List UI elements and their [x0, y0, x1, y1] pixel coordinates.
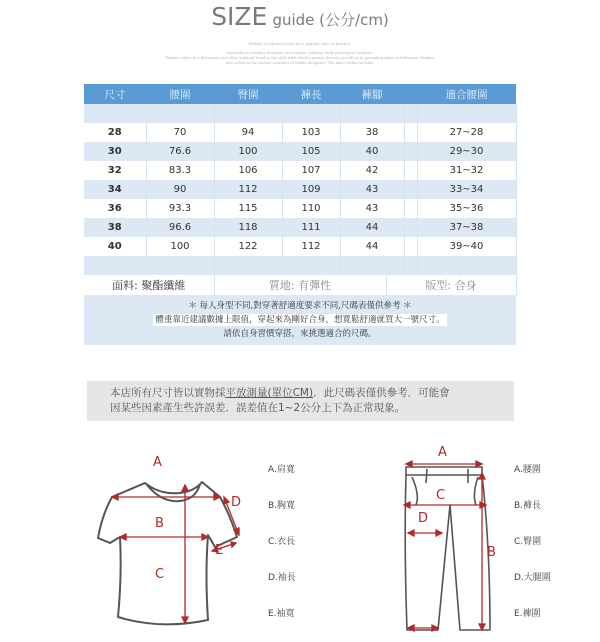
col-header-length: 褲長 — [282, 84, 340, 104]
disclaimer-line-1 — [110, 386, 514, 401]
disclaimer-underlined: 平放測量(單位CM) — [225, 387, 314, 399]
table-row — [84, 237, 516, 256]
note-line-2-wrap — [84, 313, 516, 327]
empty-cell — [417, 104, 516, 123]
cell-size: 34 — [84, 180, 146, 199]
pants-legend — [514, 462, 551, 642]
cell-fit-waist: 37~38 — [417, 218, 516, 237]
empty-cell — [404, 180, 417, 199]
pants-diagram — [400, 445, 500, 635]
cell-fit-waist: 29~30 — [417, 142, 516, 161]
page-title — [0, 2, 600, 31]
table-row — [84, 199, 516, 218]
cell-hip: 100 — [214, 142, 282, 161]
cell-length: 105 — [282, 142, 340, 161]
legend-shoulder-width: A.肩寬 — [268, 465, 295, 475]
legend-waist: A.腰圍 — [514, 465, 541, 475]
cell-length: 103 — [282, 123, 340, 142]
cell-fit-waist: 33~34 — [417, 180, 516, 199]
cell-hip: 122 — [214, 237, 282, 256]
cell-hem: 44 — [340, 237, 404, 256]
cell-hem: 38 — [340, 123, 404, 142]
table-spacer-row — [84, 256, 516, 275]
cell-fit-waist: 31~32 — [417, 161, 516, 180]
col-header-size: 尺寸 — [84, 84, 146, 104]
cell-size: 32 — [84, 161, 146, 180]
cell-hip: 112 — [214, 180, 282, 199]
legend-hem: E.褲圍 — [514, 609, 541, 619]
col-header-hip: 臀圍 — [214, 84, 282, 104]
material-label: 面料: 聚酯纖維 — [84, 275, 214, 295]
legend-chest-width: B.胸寬 — [268, 501, 296, 511]
texture-label: 質地: 有彈性 — [214, 275, 386, 295]
empty-cell — [214, 256, 282, 275]
table-row — [84, 180, 516, 199]
empty-cell — [340, 104, 404, 123]
table-spacer-row — [84, 104, 516, 123]
cell-hip: 115 — [214, 199, 282, 218]
cell-size: 38 — [84, 218, 146, 237]
cell-size: 28 — [84, 123, 146, 142]
subtitle-line-2: especially in clothing, footwear, accessories, makeup, body piercing or furniture. — [226, 51, 374, 55]
col-header-fit-waist: 適合腰圍 — [417, 84, 516, 104]
note-line-2: 體重靠近建議數據上限值，穿起來為剛好合身，想寬鬆舒適就買大一號尺寸。 — [155, 315, 445, 325]
fabric-info-table — [84, 275, 517, 295]
label-d: D — [231, 495, 242, 510]
label-e: E — [215, 543, 224, 558]
subtitle-line-1: Fashion is a general term for a popular style or practice, — [248, 42, 352, 46]
empty-cell — [404, 218, 417, 237]
measurement-disclaimer — [87, 381, 514, 421]
cell-hem: 44 — [340, 218, 404, 237]
cell-fit-waist: 35~36 — [417, 199, 516, 218]
cell-length: 107 — [282, 161, 340, 180]
cell-hip: 118 — [214, 218, 282, 237]
empty-cell — [84, 256, 146, 275]
cell-waist: 100 — [146, 237, 214, 256]
cell-waist: 93.3 — [146, 199, 214, 218]
empty-cell — [340, 256, 404, 275]
note-line-1: ＊ 每人身型不同,對穿著舒適度要求不同,尺碼表僅供參考 ＊ — [188, 301, 412, 311]
pants-icon — [400, 445, 500, 635]
cell-hem: 43 — [340, 199, 404, 218]
col-header-spacer — [404, 84, 417, 104]
empty-cell — [282, 256, 340, 275]
empty-cell — [282, 104, 340, 123]
cell-waist: 83.3 — [146, 161, 214, 180]
size-table-container — [84, 84, 516, 345]
tshirt-icon — [90, 455, 260, 630]
empty-cell — [404, 123, 417, 142]
note-line-3: 請依自身習慣穿搭，來挑選適合的尺碼。 — [223, 329, 377, 339]
cell-waist: 90 — [146, 180, 214, 199]
legend-sleeve-width: E.袖寬 — [268, 609, 295, 619]
legend-length: C.衣長 — [268, 537, 296, 547]
cell-hem: 40 — [340, 142, 404, 161]
empty-cell — [404, 237, 417, 256]
shirt-legend — [268, 462, 296, 642]
empty-cell — [84, 104, 146, 123]
fabric-info-row — [84, 275, 516, 295]
cell-length: 109 — [282, 180, 340, 199]
empty-cell — [404, 142, 417, 161]
cell-size: 36 — [84, 199, 146, 218]
title-main: SIZE — [211, 2, 268, 31]
cell-waist: 70 — [146, 123, 214, 142]
cell-waist: 96.6 — [146, 218, 214, 237]
empty-cell — [404, 161, 417, 180]
col-header-waist: 腰圍 — [146, 84, 214, 104]
cell-waist: 76.6 — [146, 142, 214, 161]
empty-cell — [146, 104, 214, 123]
table-row — [84, 218, 516, 237]
disclaimer-text: ．此尺碼表僅供參考．可能會 — [313, 387, 450, 399]
cell-hip: 94 — [214, 123, 282, 142]
legend-sleeve-length: D.袖長 — [268, 573, 296, 583]
label-a: A — [153, 455, 162, 470]
empty-cell — [404, 199, 417, 218]
subtitle-line-3: Fashion refers to a distinctive and often habitual trend in the style with which a person dresses as well as to prevailing styles in behaviour. Fashion — [165, 56, 435, 60]
label-d: D — [418, 511, 429, 526]
label-c: C — [436, 488, 446, 503]
empty-cell — [417, 256, 516, 275]
cell-length: 110 — [282, 199, 340, 218]
disclaimer-line-2: 因某些因素產生些許誤差．誤差值在1~2公分上下為正常現象。 — [110, 402, 406, 414]
legend-pants-length: B.褲長 — [514, 501, 542, 511]
table-row — [84, 123, 516, 142]
label-b: B — [155, 516, 164, 531]
table-row — [84, 142, 516, 161]
legend-hip: C.臀圍 — [514, 537, 542, 547]
subtitle-line-4: also refers to the newest creations of textile designers. The more technical term. — [226, 61, 374, 65]
shirt-diagram — [90, 455, 260, 630]
empty-cell — [404, 104, 417, 123]
cell-hip: 106 — [214, 161, 282, 180]
label-c: C — [155, 567, 165, 582]
disclaimer-text: 本店所有尺寸皆以實物採 — [110, 387, 226, 399]
fit-label: 版型: 合身 — [386, 275, 516, 295]
empty-cell — [404, 256, 417, 275]
notes-box — [84, 295, 516, 345]
cell-hem: 43 — [340, 180, 404, 199]
cell-fit-waist: 27~28 — [417, 123, 516, 142]
legend-thigh: D.大腿圍 — [514, 573, 551, 583]
label-b: B — [487, 545, 496, 560]
col-header-hem: 褲腳 — [340, 84, 404, 104]
table-header-row — [84, 84, 516, 104]
empty-cell — [146, 256, 214, 275]
cell-fit-waist: 39~40 — [417, 237, 516, 256]
empty-cell — [214, 104, 282, 123]
title-rest: guide (公分/cm) — [272, 11, 389, 29]
cell-length: 111 — [282, 218, 340, 237]
size-table — [84, 84, 517, 275]
table-row — [84, 161, 516, 180]
cell-size: 40 — [84, 237, 146, 256]
label-a: A — [438, 445, 447, 460]
cell-size: 30 — [84, 142, 146, 161]
cell-length: 112 — [282, 237, 340, 256]
cell-hem: 42 — [340, 161, 404, 180]
